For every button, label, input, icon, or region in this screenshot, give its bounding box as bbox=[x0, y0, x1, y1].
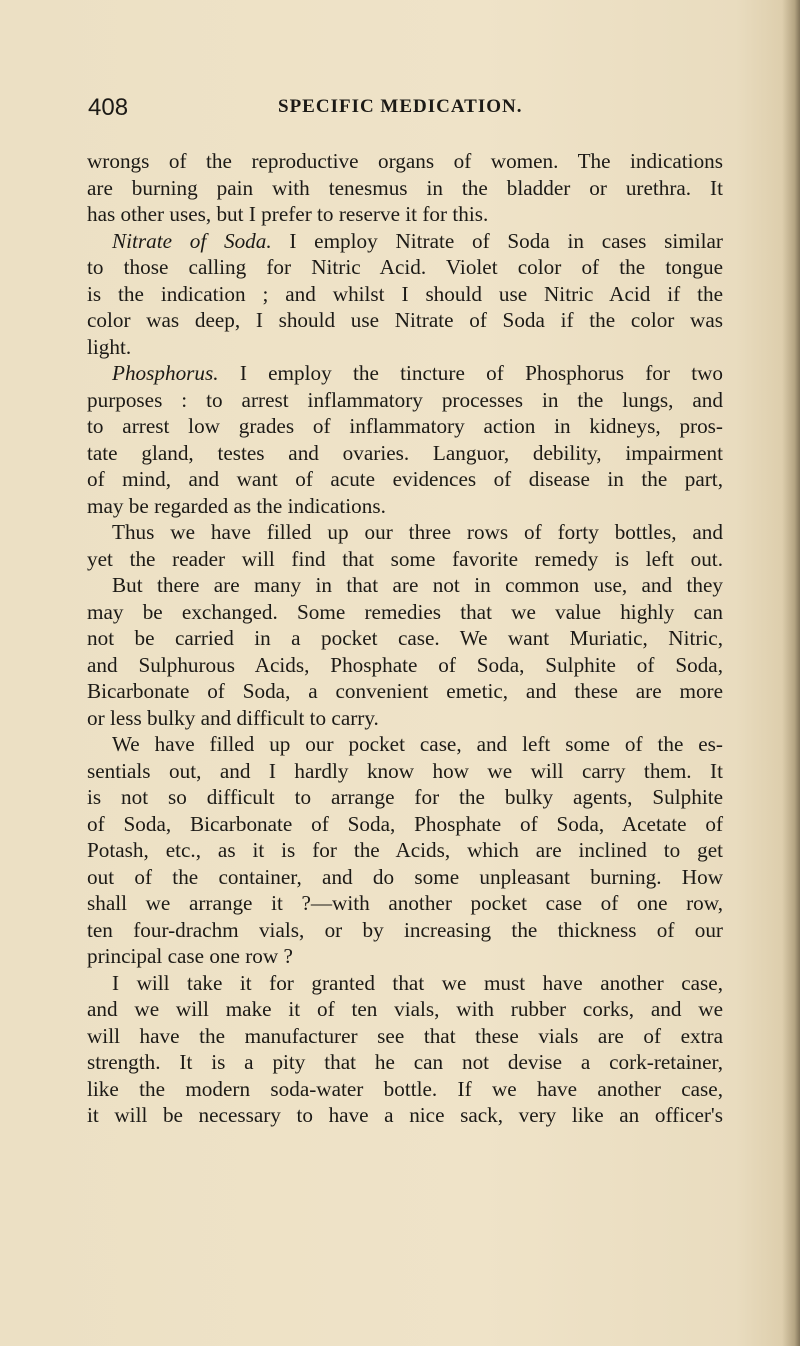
text-line: Potash, etc., as it is for the Acids, which are inclined to get bbox=[87, 838, 723, 862]
page-header bbox=[88, 94, 728, 124]
text-line: of Soda, Bicarbonate of Soda, Phosphate of Soda, Acetate of bbox=[87, 811, 723, 836]
text-line: color was deep, I should use Nitrate of Soda if the color was bbox=[87, 308, 723, 332]
text-line: it will be necessary to have a nice sack, very like an officer's bbox=[87, 1103, 723, 1127]
text-line: purposes : to arrest inflammatory processes in the lungs, and bbox=[87, 387, 723, 412]
text-line: out of the container, and do some unpleasant burning. How bbox=[87, 864, 723, 889]
text-line: is not so difficult to arrange for the bulky agents, Sulphite bbox=[87, 785, 723, 809]
text-line: tate gland, testes and ovaries. Languor, debility, impairment bbox=[87, 440, 723, 465]
text-line: has other uses, but I prefer to reserve it for this. bbox=[87, 202, 489, 226]
text-line: We have filled up our pocket case, and left some of the es- bbox=[112, 732, 723, 756]
text-line: Bicarbonate of Soda, a convenient emetic, and these are more bbox=[87, 679, 723, 703]
text-line: sentials out, and I hardly know how we will carry them. It bbox=[87, 758, 723, 783]
text-line: ten four-drachm vials, or by increasing the thickness of our bbox=[87, 917, 723, 942]
text-line: like the modern soda-water bottle. If we have another case, bbox=[87, 1076, 723, 1101]
text-line: yet the reader will find that some favorite remedy is left out. bbox=[87, 546, 723, 571]
text-line: is the indication ; and whilst I should use Nitric Acid if the bbox=[87, 281, 723, 306]
page-number: 408 bbox=[88, 94, 129, 121]
text-line: wrongs of the reproductive organs of women. The indications bbox=[87, 149, 723, 173]
running-head: SPECIFIC MEDICATION. bbox=[278, 96, 523, 117]
page-edge-shadow bbox=[782, 0, 800, 1346]
text-line: will have the manufacturer see that these vials are of extra bbox=[87, 1023, 723, 1048]
text-line: and we will make it of ten vials, with rubber corks, and we bbox=[87, 997, 723, 1021]
text-line: But there are many in that are not in common use, and they bbox=[112, 573, 723, 597]
text-line: strength. It is a pity that he can not devise a cork-retainer, bbox=[87, 1050, 723, 1074]
italic-heading: Phosphorus. bbox=[112, 361, 219, 385]
text-line: of mind, and want of acute evidences of disease in the part, bbox=[87, 467, 723, 491]
text-line: Thus we have filled up our three rows of forty bottles, and bbox=[112, 520, 723, 544]
text-line: may be regarded as the indications. bbox=[87, 493, 386, 518]
text-line: I will take it for granted that we must have another case, bbox=[112, 970, 723, 995]
text-line: are burning pain with tenesmus in the bladder or urethra. It bbox=[87, 175, 723, 200]
body-text bbox=[87, 148, 723, 1129]
text-line: shall we arrange it ?—with another pocket case of one row, bbox=[87, 891, 723, 915]
italic-heading: Nitrate of Soda. bbox=[112, 228, 272, 253]
text-line: to those calling for Nitric Acid. Violet color of the tongue bbox=[87, 255, 723, 279]
text-line: principal case one row ? bbox=[87, 944, 293, 968]
text-line: Nitrate of Soda. I employ Nitrate of Soda in cases similar bbox=[112, 228, 723, 253]
text-line: to arrest low grades of inflammatory action in kidneys, pros- bbox=[87, 414, 723, 438]
text-line: may be exchanged. Some remedies that we value highly can bbox=[87, 599, 723, 624]
text-line: light. bbox=[87, 334, 132, 359]
text-line: not be carried in a pocket case. We want Muriatic, Nitric, bbox=[87, 626, 723, 650]
text-line: Phosphorus. I employ the tincture of Phosphorus for two bbox=[112, 361, 723, 385]
text-line: and Sulphurous Acids, Phosphate of Soda, Sulphite of Soda, bbox=[87, 652, 723, 677]
text-line: or less bulky and difficult to carry. bbox=[87, 705, 379, 730]
